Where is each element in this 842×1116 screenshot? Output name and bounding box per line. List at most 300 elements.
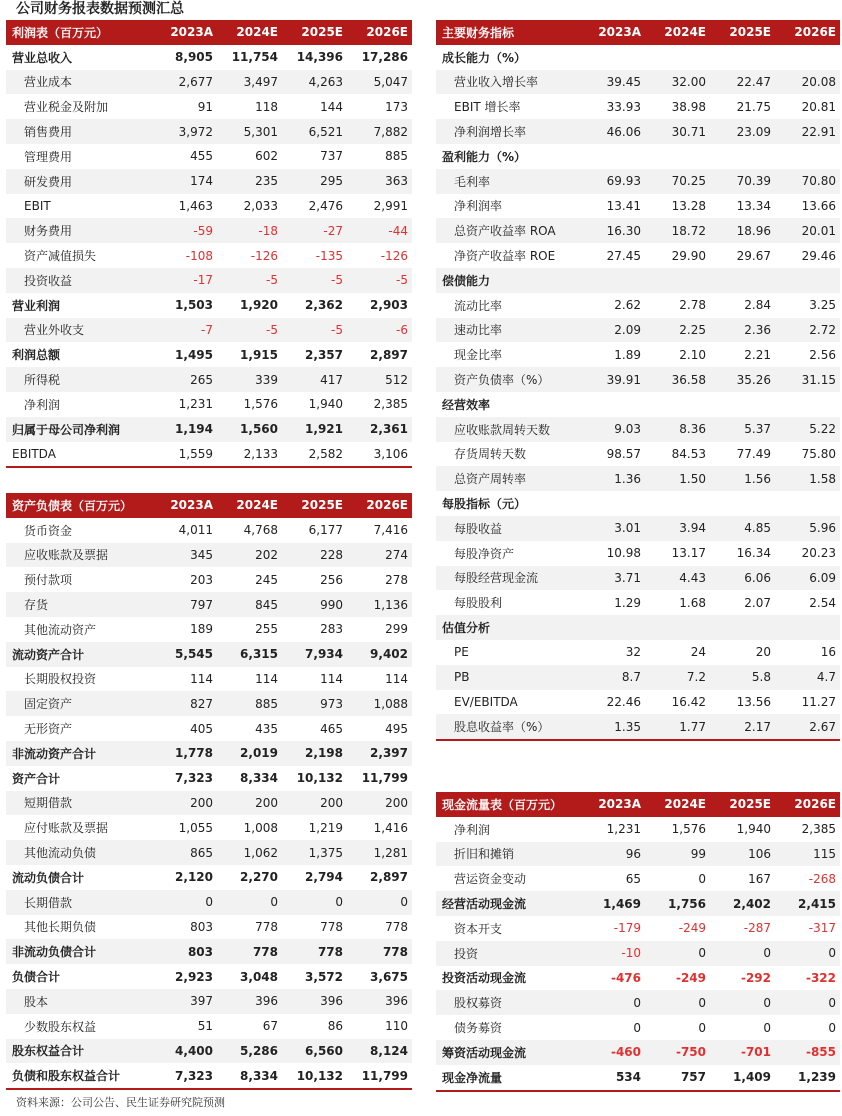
- value-cell: 114: [152, 667, 217, 692]
- value-cell: -249: [645, 966, 710, 991]
- value-cell: 86: [282, 1014, 347, 1039]
- value-cell: 274: [347, 543, 412, 568]
- value-cell: 778: [217, 939, 282, 964]
- table-row: [6, 144, 412, 169]
- value-cell: 235: [217, 169, 282, 194]
- table-row: [436, 268, 840, 293]
- table-row: [436, 218, 840, 243]
- value-cell: 3,106: [347, 442, 412, 467]
- row-label: 资产合计: [6, 766, 152, 791]
- value-cell: 435: [217, 716, 282, 741]
- value-cell: 8.36: [645, 417, 710, 442]
- value-cell: -44: [347, 218, 412, 243]
- row-label: 营业利润: [6, 293, 152, 318]
- value-cell: 0: [710, 990, 775, 1015]
- value-cell: 5,301: [217, 119, 282, 144]
- year-header: 2026E: [775, 20, 840, 45]
- table-row: [436, 990, 840, 1015]
- value-cell: -317: [775, 916, 840, 941]
- value-cell: 8,124: [347, 1039, 412, 1064]
- value-cell: 35.26: [710, 367, 775, 392]
- income-statement-table: [6, 20, 412, 468]
- table-row: [6, 890, 412, 915]
- row-label: 经营活动现金流: [436, 891, 580, 916]
- value-cell: 4.85: [710, 516, 775, 541]
- value-cell: 2,033: [217, 194, 282, 219]
- value-cell: 4,768: [217, 518, 282, 543]
- row-label: 利润总额: [6, 342, 152, 367]
- table-row: [6, 218, 412, 243]
- value-cell: 1,409: [710, 1065, 775, 1090]
- row-label: 研发费用: [6, 169, 152, 194]
- table-row: [436, 1040, 840, 1065]
- value-cell: 1,778: [152, 741, 217, 766]
- value-cell: 0: [282, 890, 347, 915]
- value-cell: [710, 491, 775, 516]
- value-cell: 228: [282, 543, 347, 568]
- table-row: [436, 966, 840, 991]
- row-label: 长期股权投资: [6, 667, 152, 692]
- table-row: [436, 590, 840, 615]
- value-cell: [710, 144, 775, 169]
- value-cell: 1,231: [152, 392, 217, 417]
- row-label: 销售费用: [6, 119, 152, 144]
- value-cell: 32: [580, 640, 645, 665]
- value-cell: -249: [645, 916, 710, 941]
- value-cell: [580, 268, 645, 293]
- value-cell: 2,120: [152, 865, 217, 890]
- value-cell: 91: [152, 94, 217, 119]
- year-header: 2025E: [710, 20, 775, 45]
- value-cell: 31.15: [775, 367, 840, 392]
- value-cell: 1,219: [282, 815, 347, 840]
- row-label: 货币资金: [6, 518, 152, 543]
- value-cell: 2,677: [152, 70, 217, 95]
- value-cell: 5.8: [710, 665, 775, 690]
- value-cell: 1,915: [217, 342, 282, 367]
- value-cell: 2.62: [580, 293, 645, 318]
- value-cell: 2.25: [645, 318, 710, 343]
- table-row: [436, 45, 840, 70]
- value-cell: 200: [282, 791, 347, 816]
- value-cell: 1,136: [347, 592, 412, 617]
- value-cell: 38.98: [645, 94, 710, 119]
- row-label: 无形资产: [6, 716, 152, 741]
- value-cell: 1,463: [152, 194, 217, 219]
- table-row: [436, 891, 840, 916]
- value-cell: 3.94: [645, 516, 710, 541]
- value-cell: [645, 491, 710, 516]
- value-cell: 4.43: [645, 566, 710, 591]
- value-cell: 77.49: [710, 442, 775, 467]
- value-cell: 20.23: [775, 541, 840, 566]
- table-row: [6, 915, 412, 940]
- value-cell: 110: [347, 1014, 412, 1039]
- row-label: 管理费用: [6, 144, 152, 169]
- value-cell: 2,133: [217, 442, 282, 467]
- row-label: 营业外收支: [6, 318, 152, 343]
- value-cell: 8.7: [580, 665, 645, 690]
- value-cell: 1.29: [580, 590, 645, 615]
- value-cell: -18: [217, 218, 282, 243]
- table-row: [6, 1039, 412, 1064]
- value-cell: [645, 268, 710, 293]
- value-cell: 16.42: [645, 690, 710, 715]
- header-row: [436, 20, 840, 45]
- value-cell: 1.58: [775, 466, 840, 491]
- value-cell: 3,572: [282, 964, 347, 989]
- value-cell: 16.34: [710, 541, 775, 566]
- value-cell: 20.08: [775, 70, 840, 95]
- value-cell: 0: [580, 990, 645, 1015]
- value-cell: -5: [282, 268, 347, 293]
- value-cell: 1,375: [282, 840, 347, 865]
- value-cell: 0: [775, 941, 840, 966]
- value-cell: 512: [347, 367, 412, 392]
- value-cell: 363: [347, 169, 412, 194]
- value-cell: 21.75: [710, 94, 775, 119]
- table-row: [6, 865, 412, 890]
- row-label: 应收账款周转天数: [436, 417, 580, 442]
- value-cell: 5,286: [217, 1039, 282, 1064]
- value-cell: 465: [282, 716, 347, 741]
- table-row: [6, 392, 412, 417]
- row-label: 现金净流量: [436, 1065, 580, 1090]
- balance-grid: [6, 493, 412, 1088]
- value-cell: 299: [347, 617, 412, 642]
- table-row: [436, 491, 840, 516]
- value-cell: 24: [645, 640, 710, 665]
- value-cell: 16.30: [580, 218, 645, 243]
- table-row: [436, 144, 840, 169]
- value-cell: 2,362: [282, 293, 347, 318]
- table-row: [6, 293, 412, 318]
- value-cell: 0: [775, 1015, 840, 1040]
- row-label: 营业收入增长率: [436, 70, 580, 95]
- value-cell: 144: [282, 94, 347, 119]
- value-cell: 9,402: [347, 642, 412, 667]
- value-cell: -5: [217, 268, 282, 293]
- value-cell: 2,361: [347, 417, 412, 442]
- value-cell: 167: [710, 866, 775, 891]
- table-row: [436, 690, 840, 715]
- row-label: PB: [436, 665, 580, 690]
- table-bottom-rule: [436, 1090, 840, 1092]
- value-cell: 11,799: [347, 766, 412, 791]
- value-cell: 1,921: [282, 417, 347, 442]
- value-cell: 2.84: [710, 293, 775, 318]
- year-header: 2025E: [710, 792, 775, 817]
- value-cell: 5.96: [775, 516, 840, 541]
- value-cell: 7.2: [645, 665, 710, 690]
- year-header: 2023A: [152, 20, 217, 45]
- value-cell: 0: [217, 890, 282, 915]
- value-cell: 396: [282, 989, 347, 1014]
- value-cell: 30.71: [645, 119, 710, 144]
- value-cell: 200: [217, 791, 282, 816]
- value-cell: 2.67: [775, 714, 840, 739]
- value-cell: 345: [152, 543, 217, 568]
- value-cell: 9.03: [580, 417, 645, 442]
- value-cell: 2.56: [775, 342, 840, 367]
- table-row: [6, 1063, 412, 1088]
- table-row: [436, 243, 840, 268]
- value-cell: 20: [710, 640, 775, 665]
- row-label: 经营效率: [436, 392, 580, 417]
- value-cell: -126: [217, 243, 282, 268]
- value-cell: 173: [347, 94, 412, 119]
- value-cell: 200: [347, 791, 412, 816]
- value-cell: 20.81: [775, 94, 840, 119]
- value-cell: 14,396: [282, 45, 347, 70]
- value-cell: -27: [282, 218, 347, 243]
- value-cell: 39.45: [580, 70, 645, 95]
- table-row: [436, 194, 840, 219]
- value-cell: 778: [282, 915, 347, 940]
- row-label: 资产负债率（%）: [436, 367, 580, 392]
- value-cell: 3,675: [347, 964, 412, 989]
- value-cell: 1,055: [152, 815, 217, 840]
- row-label: 净利润增长率: [436, 119, 580, 144]
- value-cell: -135: [282, 243, 347, 268]
- value-cell: 2,897: [347, 342, 412, 367]
- value-cell: 75.80: [775, 442, 840, 467]
- value-cell: 7,882: [347, 119, 412, 144]
- value-cell: 2.10: [645, 342, 710, 367]
- value-cell: 2,476: [282, 194, 347, 219]
- value-cell: 33.93: [580, 94, 645, 119]
- value-cell: 885: [347, 144, 412, 169]
- value-cell: 6,177: [282, 518, 347, 543]
- value-cell: 1,231: [580, 817, 645, 842]
- value-cell: 4,263: [282, 70, 347, 95]
- value-cell: 339: [217, 367, 282, 392]
- value-cell: -126: [347, 243, 412, 268]
- header-row: [436, 792, 840, 817]
- value-cell: [580, 144, 645, 169]
- value-cell: 13.17: [645, 541, 710, 566]
- value-cell: 757: [645, 1065, 710, 1090]
- value-cell: 1,560: [217, 417, 282, 442]
- value-cell: 22.47: [710, 70, 775, 95]
- value-cell: 18.72: [645, 218, 710, 243]
- table-row: [6, 766, 412, 791]
- row-label: 长期借款: [6, 890, 152, 915]
- value-cell: 2,415: [775, 891, 840, 916]
- value-cell: -5: [217, 318, 282, 343]
- value-cell: 778: [282, 939, 347, 964]
- year-header: 2023A: [152, 493, 217, 518]
- value-cell: 3,048: [217, 964, 282, 989]
- row-label: 营业总收入: [6, 45, 152, 70]
- value-cell: -460: [580, 1040, 645, 1065]
- table-row: [436, 442, 840, 467]
- row-label: 财务费用: [6, 218, 152, 243]
- value-cell: 16: [775, 640, 840, 665]
- table-row: [6, 815, 412, 840]
- value-cell: 36.58: [645, 367, 710, 392]
- value-cell: 0: [347, 890, 412, 915]
- value-cell: [710, 268, 775, 293]
- row-label: 股权募资: [436, 990, 580, 1015]
- value-cell: 51: [152, 1014, 217, 1039]
- value-cell: 295: [282, 169, 347, 194]
- value-cell: 455: [152, 144, 217, 169]
- row-label: 资本开支: [436, 916, 580, 941]
- table-row: [436, 1015, 840, 1040]
- row-label: 估值分析: [436, 615, 580, 640]
- row-label: 投资收益: [6, 268, 152, 293]
- value-cell: 1,239: [775, 1065, 840, 1090]
- value-cell: 22.91: [775, 119, 840, 144]
- value-cell: 8,334: [217, 1063, 282, 1088]
- value-cell: 2.17: [710, 714, 775, 739]
- table-row: [6, 94, 412, 119]
- table-title: 利润表（百万元）: [6, 20, 152, 45]
- value-cell: -7: [152, 318, 217, 343]
- value-cell: 1,920: [217, 293, 282, 318]
- row-label: 营业成本: [6, 70, 152, 95]
- table-row: [436, 866, 840, 891]
- value-cell: 20.01: [775, 218, 840, 243]
- value-cell: 13.56: [710, 690, 775, 715]
- value-cell: 1,940: [282, 392, 347, 417]
- table-row: [436, 516, 840, 541]
- value-cell: 84.53: [645, 442, 710, 467]
- year-header: 2026E: [347, 20, 412, 45]
- table-row: [436, 94, 840, 119]
- value-cell: 203: [152, 567, 217, 592]
- value-cell: 973: [282, 691, 347, 716]
- value-cell: 2,385: [775, 817, 840, 842]
- value-cell: 2,903: [347, 293, 412, 318]
- table-row: [6, 791, 412, 816]
- value-cell: 3,497: [217, 70, 282, 95]
- row-label: 应付账款及票据: [6, 815, 152, 840]
- value-cell: 2,897: [347, 865, 412, 890]
- value-cell: 737: [282, 144, 347, 169]
- table-row: [436, 640, 840, 665]
- value-cell: 256: [282, 567, 347, 592]
- row-label: 非流动资产合计: [6, 741, 152, 766]
- value-cell: -855: [775, 1040, 840, 1065]
- row-label: 每股净资产: [436, 541, 580, 566]
- value-cell: 2.36: [710, 318, 775, 343]
- value-cell: 778: [217, 915, 282, 940]
- value-cell: 1,576: [645, 817, 710, 842]
- table-bottom-rule: [436, 739, 840, 741]
- value-cell: 1,559: [152, 442, 217, 467]
- row-label: EBIT: [6, 194, 152, 219]
- row-label: PE: [436, 640, 580, 665]
- row-label: 折旧和摊销: [436, 842, 580, 867]
- table-row: [6, 194, 412, 219]
- value-cell: 17,286: [347, 45, 412, 70]
- value-cell: 6,315: [217, 642, 282, 667]
- table-row: [6, 543, 412, 568]
- value-cell: 0: [645, 1015, 710, 1040]
- row-label: 毛利率: [436, 169, 580, 194]
- table-row: [436, 817, 840, 842]
- value-cell: 5,545: [152, 642, 217, 667]
- value-cell: 13.66: [775, 194, 840, 219]
- value-cell: [645, 144, 710, 169]
- row-label: 少数股东权益: [6, 1014, 152, 1039]
- year-header: 2024E: [217, 20, 282, 45]
- table-row: [436, 941, 840, 966]
- table-row: [6, 964, 412, 989]
- value-cell: 96: [580, 842, 645, 867]
- row-label: 归属于母公司净利润: [6, 417, 152, 442]
- value-cell: 0: [710, 1015, 775, 1040]
- value-cell: 3,972: [152, 119, 217, 144]
- value-cell: 3.25: [775, 293, 840, 318]
- table-row: [436, 169, 840, 194]
- cashflow-grid: [436, 792, 840, 1090]
- value-cell: 114: [217, 667, 282, 692]
- value-cell: 1,194: [152, 417, 217, 442]
- value-cell: 1.50: [645, 466, 710, 491]
- table-row: [436, 916, 840, 941]
- value-cell: 845: [217, 592, 282, 617]
- row-label: 其他流动负债: [6, 840, 152, 865]
- value-cell: 405: [152, 716, 217, 741]
- value-cell: 397: [152, 989, 217, 1014]
- row-label: 存货周转天数: [436, 442, 580, 467]
- row-label: 净利润率: [436, 194, 580, 219]
- row-label: 净利润: [436, 817, 580, 842]
- value-cell: 2,923: [152, 964, 217, 989]
- row-label: 总资产收益率 ROA: [436, 218, 580, 243]
- value-cell: 1.35: [580, 714, 645, 739]
- value-cell: [710, 615, 775, 640]
- value-cell: [645, 392, 710, 417]
- balance-sheet-table: [6, 493, 412, 1090]
- value-cell: 797: [152, 592, 217, 617]
- value-cell: 3.71: [580, 566, 645, 591]
- value-cell: -5: [282, 318, 347, 343]
- table-row: [436, 70, 840, 95]
- page-title: 公司财务报表数据预测汇总: [16, 1, 184, 17]
- table-row: [6, 442, 412, 467]
- value-cell: 2.72: [775, 318, 840, 343]
- value-cell: [580, 392, 645, 417]
- table-row: [6, 939, 412, 964]
- value-cell: 11,799: [347, 1063, 412, 1088]
- table-row: [6, 691, 412, 716]
- table-row: [436, 714, 840, 739]
- value-cell: 990: [282, 592, 347, 617]
- value-cell: 1.89: [580, 342, 645, 367]
- value-cell: 245: [217, 567, 282, 592]
- value-cell: -750: [645, 1040, 710, 1065]
- value-cell: 1,062: [217, 840, 282, 865]
- value-cell: 2,198: [282, 741, 347, 766]
- row-label: 非流动负债合计: [6, 939, 152, 964]
- row-label: 股东权益合计: [6, 1039, 152, 1064]
- value-cell: 5.37: [710, 417, 775, 442]
- value-cell: 7,323: [152, 1063, 217, 1088]
- financial-ratios-table: [436, 20, 840, 741]
- table-row: [436, 541, 840, 566]
- value-cell: -476: [580, 966, 645, 991]
- row-label: 每股经营现金流: [436, 566, 580, 591]
- ratios-grid: [436, 20, 840, 739]
- row-label: 净利润: [6, 392, 152, 417]
- row-label: 股息收益率（%）: [436, 714, 580, 739]
- row-label: 预付款项: [6, 567, 152, 592]
- table-row: [6, 1014, 412, 1039]
